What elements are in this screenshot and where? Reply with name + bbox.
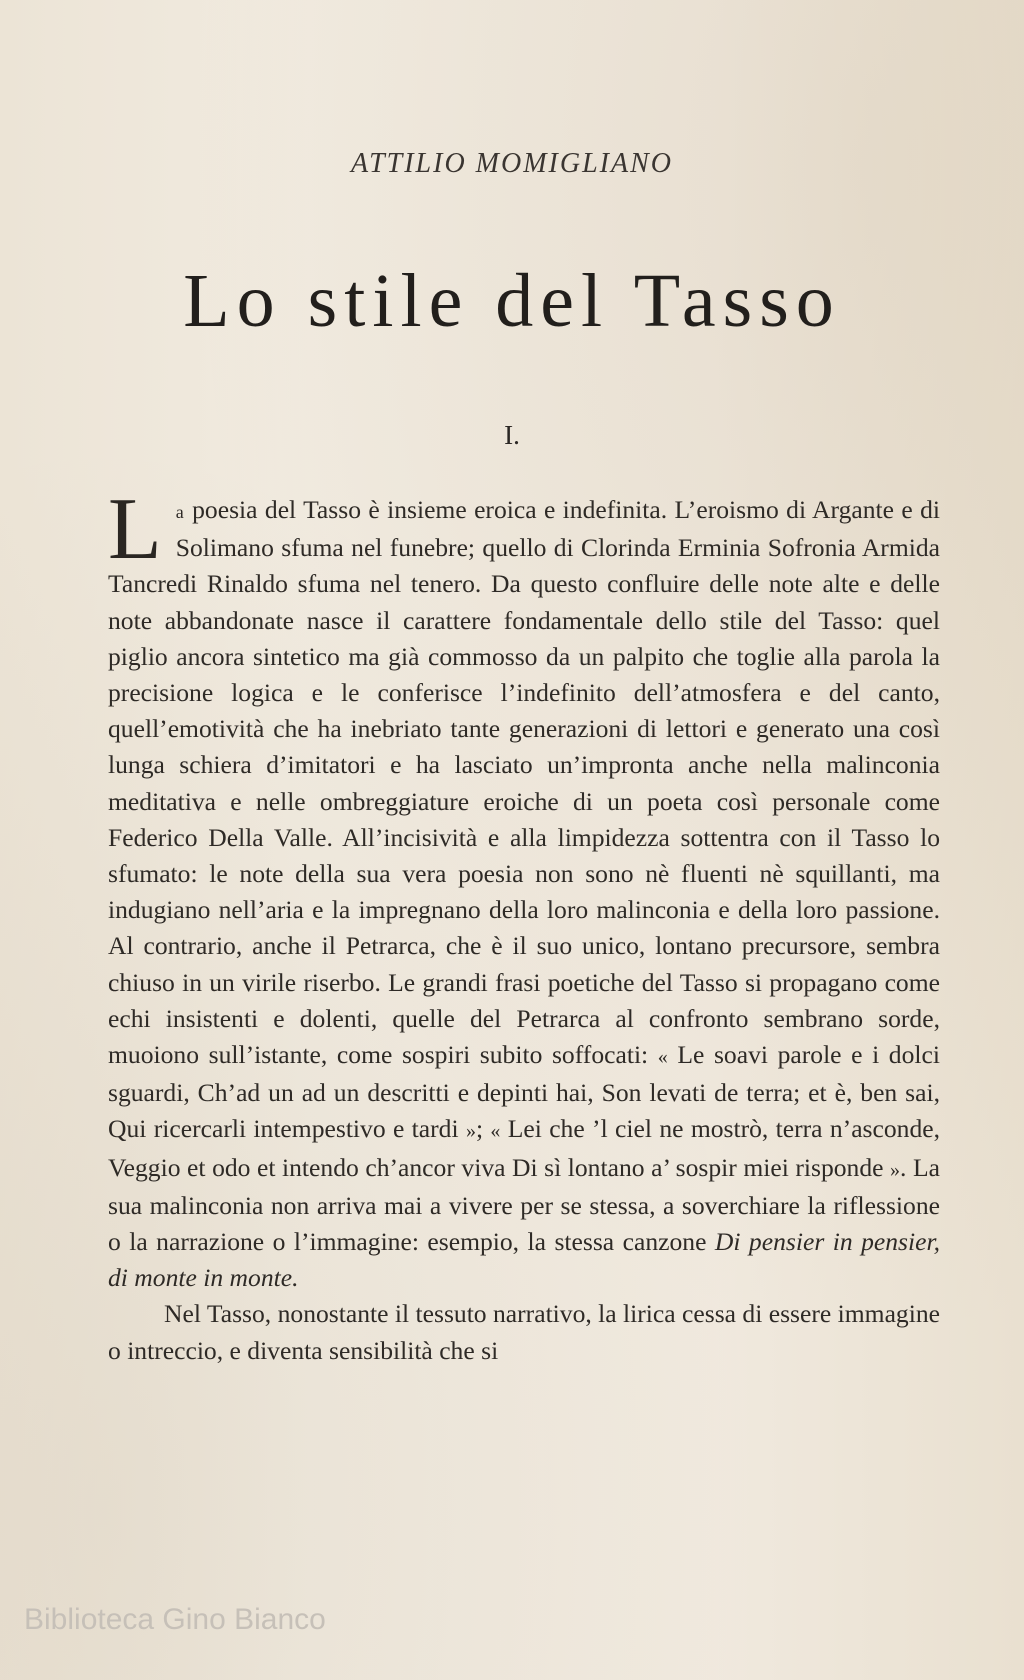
petrarca-quote-2: Lei che ’l ciel ne mostrò, terra n’asconde, Veggio et odo et intendo ch’ancor viva Di sì lontano a’ sospir miei risponde bbox=[108, 1114, 941, 1182]
quote-mark-close: » bbox=[465, 1120, 476, 1143]
quote-mark-open: « bbox=[490, 1120, 501, 1143]
quote-mark-close: » bbox=[890, 1158, 901, 1181]
paragraph-1-text-a: poesia del Tasso è insieme eroica e indefinita. L’eroismo di Argante e di Solimano sfuma nel funebre; quello di Clorinda Erminia Sofronia Armida Tancredi Rinaldo sfuma nel tenero. Da questo confluire delle note alte e delle note abbandonate nasce il carattere fondamentale dello stile del Tasso: quel piglio ancora sintetico ma già commosso da un palpito che toglie alla parola la precisione logica e le conferisce l’indefinito dell’atmosfera e del canto, quell’emotività che ha inebriato tante generazioni di lettori e generato una così lunga schiera d’imitatori e ha lasciato un’impronta anche nella malinconia meditativa e nelle ombreggiature eroiche di un poeta così personale come Federico Della Valle. All’incisività e alla limpidezza sottentra con il Tasso lo sfumato: le note della sua vera poesia non sono nè fluenti nè squillanti, ma indugiano nell’aria e la impregnano della loro malinconia e della loro passione. Al contrario, anche il Petrarca, che è il suo unico, lontano precursore, sembra chiuso in un virile riserbo. Le grandi frasi poetiche del Tasso si propagano come echi insistenti e dolenti, quelle del Petrarca al confronto sembrano sorde, muoiono sull’istante, come sospiri subito soffocati: bbox=[108, 495, 940, 1070]
author-name: ATTILIO MOMIGLIANO bbox=[351, 148, 673, 179]
canzone-title: Di pensier in pensier, di monte in monte. bbox=[108, 1227, 940, 1293]
paragraph-1 bbox=[108, 481, 941, 1296]
quote-mark-open: « bbox=[657, 1046, 668, 1069]
small-cap-word: a bbox=[175, 502, 185, 522]
quote-separator: ; bbox=[475, 1114, 491, 1144]
chapter-title: Lo stile del Tasso bbox=[183, 259, 841, 343]
body-text bbox=[108, 481, 941, 1369]
petrarca-quote-1: Le soavi parole e i dolci sguardi, Ch’ad un ad un descritti e depinti hai, Son levati de terra; et è, ben sai, Qui ricercarli intempestivo e tardi bbox=[108, 1040, 940, 1144]
paragraph-1-text-b: . La sua malinconia non arriva mai a vivere per se stessa, a soverchiare la riflessione o la narrazione o l’immagine: esempio, la stessa canzone bbox=[108, 1152, 940, 1257]
library-watermark: Biblioteca Gino Bianco bbox=[24, 1603, 326, 1636]
paragraph-2: Nel Tasso, nonostante il tessuto narrativo, la lirica cessa di essere immagine o intreccio, e diventa sensibilità che si bbox=[108, 1299, 940, 1365]
section-number: I. bbox=[504, 420, 520, 450]
drop-cap: L bbox=[108, 481, 162, 578]
